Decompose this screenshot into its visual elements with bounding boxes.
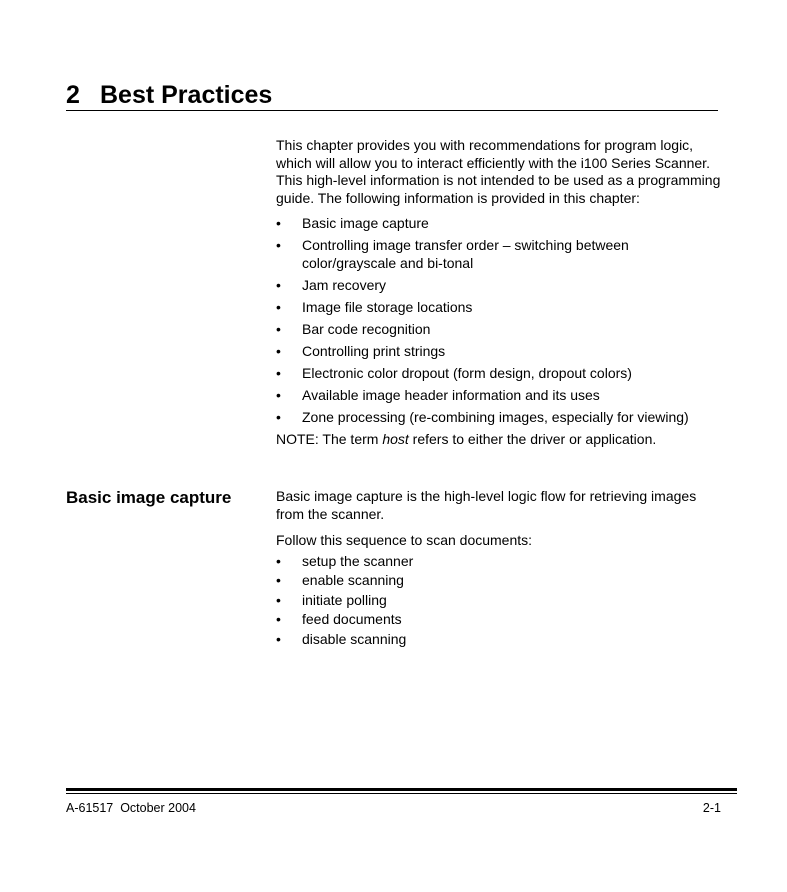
footer-divider-thick [66, 788, 737, 791]
bullet-icon: • [276, 591, 281, 608]
sequence-intro: Follow this sequence to scan documents: [276, 532, 533, 548]
sequence-list [276, 552, 726, 650]
basic-capture-paragraph: Basic image capture is the high-level logic flow for retrieving images from the scanner. [276, 488, 697, 522]
intro-section [276, 137, 721, 449]
chapter-title [66, 80, 272, 110]
intro-paragraph: This chapter provides you with recommendations for program logic, which will allow you to interact efficiently with the i100 Series Scanner. This high-level information is not intended to be used as a programming guide. The following information is provided in this chapter: [276, 137, 721, 206]
topics-list [276, 215, 721, 426]
list-item: • enable scanning [276, 571, 726, 591]
list-item: • setup the scanner [276, 552, 726, 572]
list-item: • Electronic color dropout (form design, dropout colors) [276, 364, 632, 381]
footer-document-id: A-61517 October 2004 [66, 801, 196, 815]
bullet-icon: • [276, 611, 281, 627]
list-item: • Controlling print strings [276, 342, 446, 359]
list-item: • initiate polling [276, 591, 726, 611]
footer-divider-thin [66, 793, 737, 794]
basic-capture-section [276, 488, 726, 649]
section-heading-basic-image-capture: Basic image capture [66, 488, 232, 507]
bullet-icon: • [276, 237, 281, 253]
chapter-title-text: Best Practices [100, 81, 273, 109]
bullet-icon: • [276, 552, 281, 569]
bullet-icon: • [276, 408, 281, 425]
list-item: • Image file storage locations [276, 298, 473, 315]
list-item: • Basic image capture [276, 215, 429, 231]
bullet-icon: • [276, 630, 281, 647]
footer-page-number: 2-1 [702, 801, 721, 815]
title-divider [66, 110, 718, 111]
list-item: • Zone processing (re-combining images, especially for viewing) [276, 408, 689, 425]
bullet-icon: • [276, 320, 281, 337]
bullet-icon: • [276, 386, 281, 403]
note-text: NOTE: The term host refers to either the driver or application. [276, 431, 657, 447]
list-item: • Controlling image transfer order – switching between color/grayscale and bi-tonal [276, 237, 629, 271]
list-item: • Available image header information and its uses [276, 386, 600, 403]
bullet-icon: • [276, 342, 281, 359]
list-item: • disable scanning [276, 630, 726, 650]
bullet-icon: • [276, 276, 281, 293]
bullet-icon: • [276, 298, 281, 315]
bullet-icon: • [276, 572, 281, 588]
list-item: • Jam recovery [276, 276, 387, 293]
bullet-icon: • [276, 215, 281, 231]
list-item: • feed documents [276, 610, 726, 630]
bullet-icon: • [276, 364, 281, 381]
list-item: • Bar code recognition [276, 320, 431, 337]
chapter-number: 2 [66, 81, 80, 109]
note-term: host [382, 431, 409, 447]
